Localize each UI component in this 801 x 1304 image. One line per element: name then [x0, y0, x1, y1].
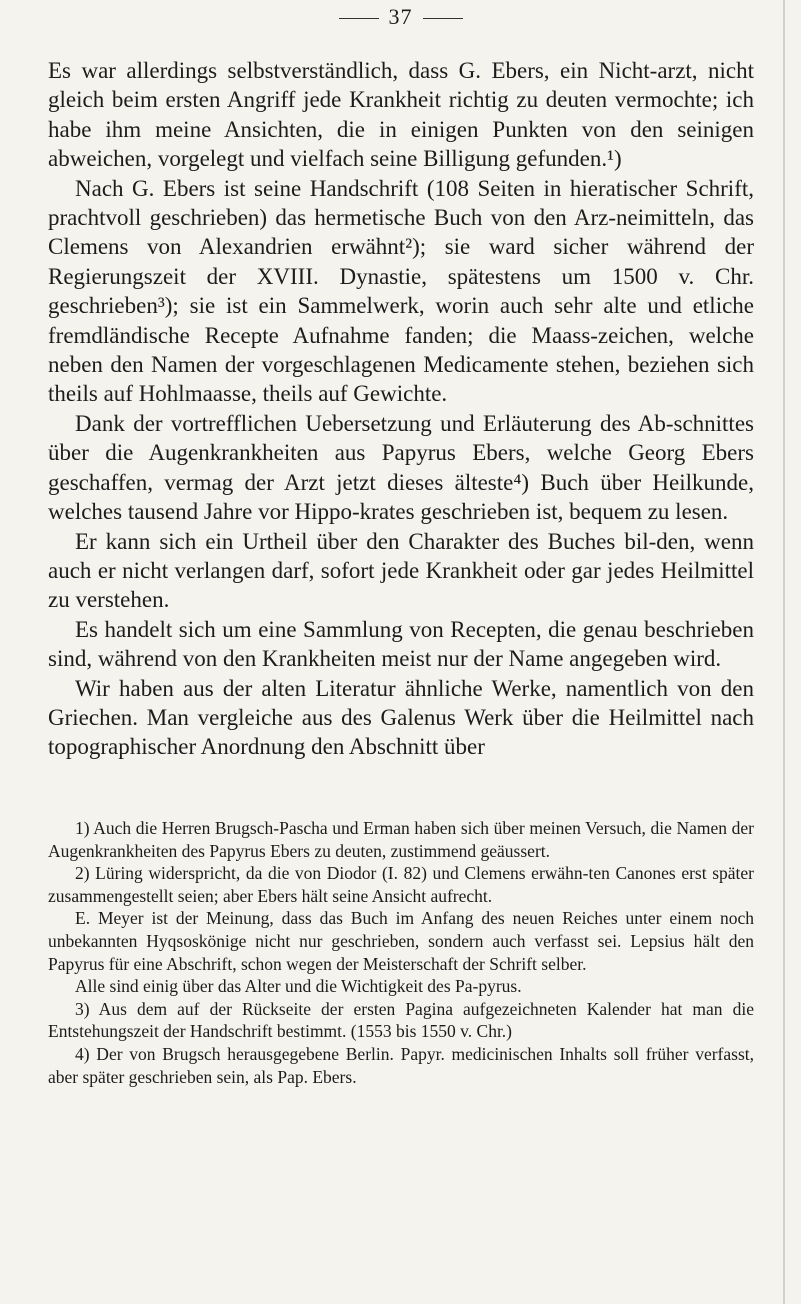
footnote: 1) Auch die Herren Brugsch-Pascha und Erman haben sich über meinen Versuch, die Namen der Augenkrankheiten des Papyrus Ebers zu deuten, zustimmend geäussert.: [48, 818, 754, 861]
paragraph: Dank der vortrefflichen Uebersetzung und Erläuterung des Ab-schnittes über die Augenkrankheiten aus Papyrus Ebers, welche Georg Ebers geschaffen, vermag der Arzt jetzt dieses älteste⁴) Buch über Heilkunde, welches tausend Jahre vor Hippo-krates geschrieben ist, bequem zu lesen.: [48, 410, 754, 525]
footnote: 4) Der von Brugsch herausgegebene Berlin. Papyr. medicinischen Inhalts soll früher verfasst, aber später geschrieben sein, als Pap. Ebers.: [48, 1043, 754, 1087]
paragraph: Er kann sich ein Urtheil über den Charakter des Buches bil-den, wenn auch er nicht verlangen darf, sofort jede Krankheit oder gar jedes Heilmittel zu verstehen.: [48, 528, 754, 613]
footnote: 2) Lüring widerspricht, da die von Diodor (I. 82) und Clemens erwähn-ten Canones erst später zusammengestellt seien; aber Ebers hält seine Ansicht aufrecht.: [48, 863, 754, 906]
header-rule-right: [423, 18, 463, 19]
paragraph: Es war allerdings selbstverständlich, dass G. Ebers, ein Nicht-arzt, nicht gleich beim ersten Angriff jede Krankheit richtig zu deuten vermochte; ich habe ihm meine Ansichten, die in einigen Punkten von den seinigen abweichen, vorgelegt und vielfach seine Billigung gefunden.¹): [48, 58, 754, 172]
paragraph: Es handelt sich um eine Sammlung von Recepten, die genau beschrieben sind, während von den Krankheiten meist nur der Name angegeben wird.: [48, 616, 754, 672]
footnote: 3) Aus dem auf der Rückseite der ersten Pagina aufgezeichneten Kalender hat man die Entstehungszeit der Handschrift bestimmt. (1553 bis 1550 v. Chr.): [48, 998, 754, 1042]
footnote: Alle sind einig über das Alter und die Wichtigkeit des Pa-pyrus.: [75, 976, 522, 997]
footnote: E. Meyer ist der Meinung, dass das Buch im Anfang des neuen Reiches unter einem noch unbekannten Hyqsoskönige nicht nur geschrieben, sondern auch verfasst sei. Lepsius hält den Papyrus für eine Abschrift, schon wegen der Meisterschaft der Schrift selber.: [48, 908, 754, 974]
paragraph: Nach G. Ebers ist seine Handschrift (108 Seiten in hieratischer Schrift, prachtvoll geschrieben) das hermetische Buch von den Arz-neimitteln, das Clemens von Alexandrien erwähnt²); sie ward sicher während der Regierungszeit der XVIII. Dynastie, spätestens um 1500 v. Chr. geschrieben³); sie ist ein Sammelwerk, worin auch sehr alte und etliche fremdländische Recepte Aufnahme fanden; die Maass-zeichen, welche neben den Namen der vorgeschlagenen Medicamente stehen, beziehen sich theils auf Hohlmaasse, theils auf Gewichte.: [48, 175, 754, 407]
header-rule-left: [339, 18, 379, 19]
page-number: 37: [388, 4, 413, 29]
paragraph: Wir haben aus der alten Literatur ähnliche Werke, namentlich von den Griechen. Man vergleiche aus des Galenus Werk über die Heilmittel nach topographischer Anordnung den Abschnitt über: [48, 675, 754, 760]
body-text: [48, 56, 754, 762]
page-edge: [783, 0, 785, 1304]
page-header: [0, 4, 801, 30]
footnotes: [48, 817, 754, 1088]
